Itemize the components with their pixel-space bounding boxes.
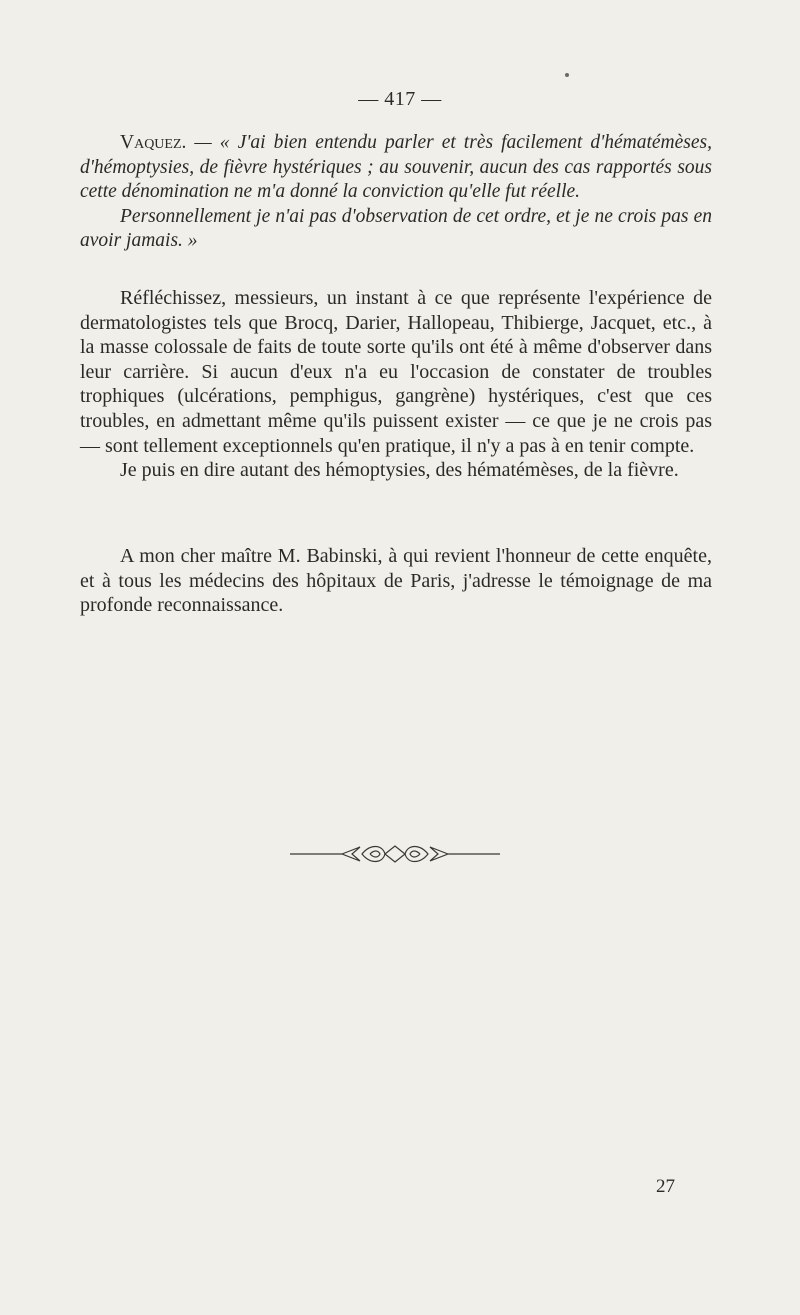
typographic-ornament-icon (290, 842, 500, 866)
quoted-testimony (80, 131, 712, 254)
quote-paragraph-2: Personnellement je n'ai pas d'observation de cet ordre, et je ne crois pas en avoir jamais. » (80, 205, 712, 252)
quote-text-1: J'ai bien entendu parler et très facilement d'hématémèses, d'hémoptysies, de fièvre hystériques ; au souvenir, aucun des cas rapportés sous cette dénomination ne m'a donné la conviction qu'elle fut réelle. (80, 132, 713, 203)
acknowledgement-paragraph: A mon cher maître M. Babinski, à qui revient l'honneur de cette enquête, et à tous les médecins des hôpitaux de Paris, j'adresse le témoignage de ma profonde reconnaissance. (80, 545, 712, 617)
paper-speck (565, 73, 569, 77)
body-text-section-2 (80, 544, 712, 618)
quote-dash: — « (186, 132, 238, 153)
page-folio: 27 (656, 1176, 675, 1197)
running-head: — 417 — (358, 88, 442, 110)
body-text-section-1 (80, 286, 712, 483)
quote-paragraph-1 (80, 131, 712, 205)
body-paragraph-1: Réfléchissez, messieurs, un instant à ce que représente l'expérience de dermatologistes tels que Brocq, Darier, Hallopeau, Thibierge, Jacquet, etc., à la masse colossale de faits de toute sorte qu'ils ont été à même d'observer dans leur carrière. Si aucun d'eux n'a eu l'occasion de constater de troubles trophiques (ulcérations, pemphigus, gangrène) hystériques, c'est que ces troubles, en admettant même qu'ils puissent exister — ce que je ne crois pas — sont tellement exceptionnels qu'en pratique, il n'y a pas à en tenir compte. (80, 287, 712, 457)
speaker-name: Vaquez. (120, 132, 187, 153)
body-paragraph-2: Je puis en dire autant des hémoptysies, des hématémèses, de la fièvre. (120, 459, 679, 482)
